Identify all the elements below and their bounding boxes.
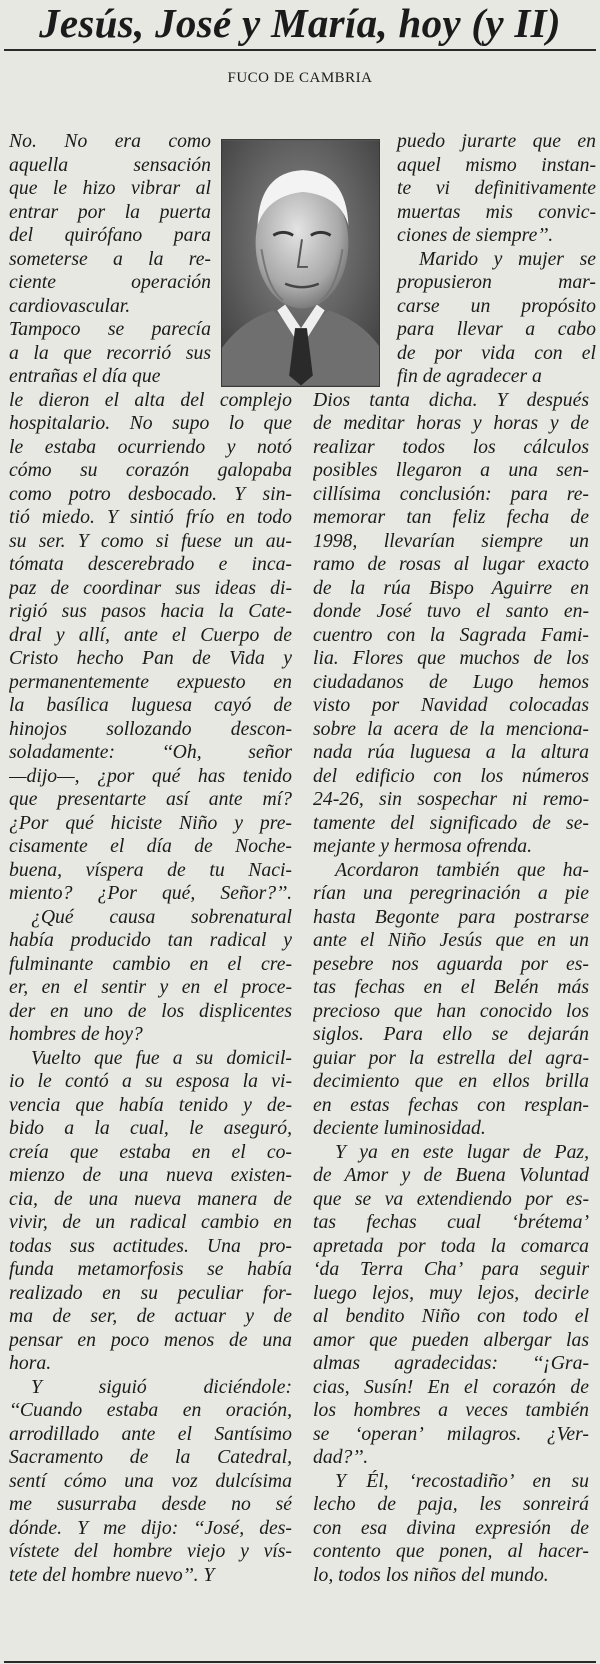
text-line: Y Él, ‘recostadiño’ en su xyxy=(335,1469,589,1492)
text-line: precioso que han conocido los xyxy=(313,999,589,1022)
text-line: ramo de rosas al lugar exacto xyxy=(313,553,589,575)
text-line: posibles llegaron a una sen- xyxy=(313,459,589,481)
text-line: Y ya en este lugar de Paz, xyxy=(335,1140,589,1163)
text-line: fin de agradecer a xyxy=(397,365,542,387)
text-line: someterse a la re- xyxy=(9,247,211,270)
text-line: tómata descerebrado e inca- xyxy=(9,553,292,575)
text-line: deciente luminosidad. xyxy=(313,1117,486,1139)
text-line: los hombres a veces también xyxy=(313,1399,589,1421)
text-line: había producido tan radical y xyxy=(9,929,292,951)
text-line: siglos. Para ello se dejarán xyxy=(313,1023,589,1045)
text-line: Tampoco se parecía xyxy=(9,318,211,340)
text-line: contento que ponen, al hacer- xyxy=(313,1540,589,1562)
text-line: fulminante cambio en el cre- xyxy=(9,952,292,975)
text-line: tas fechas en el Belén más xyxy=(313,976,589,998)
text-line: soladamente: ‘‘Oh, señor xyxy=(9,741,292,763)
text-line: hora. xyxy=(9,1352,52,1374)
text-line: que presentarte así ante mí? xyxy=(9,788,292,810)
text-line: hombres de hoy? xyxy=(9,1023,143,1045)
text-line: a la que recorrió sus xyxy=(9,341,211,364)
text-line: ciudadanos de Lugo hemos xyxy=(313,670,589,693)
text-line: lecho de paja, les sonreirá xyxy=(313,1493,589,1515)
text-line: que le hizo vibrar al xyxy=(9,177,211,199)
text-line: paz de coordinar sus ideas di- xyxy=(9,576,292,599)
text-line: de meditar horas y horas y de xyxy=(313,412,589,434)
text-line: vístete del hombre viejo y vís- xyxy=(9,1540,292,1562)
text-line: ¿Qué causa sobrenatural xyxy=(31,905,292,928)
text-line: aquella sensación xyxy=(9,153,211,176)
article-title: Jesús, José y María, hoy (y II) xyxy=(39,0,561,46)
text-line: con esa divina expresión de xyxy=(313,1516,589,1539)
text-line: me susurraba desde no sé xyxy=(9,1493,292,1515)
text-line: puedo jurarte que en xyxy=(397,130,596,152)
text-line: Marido y mujer se xyxy=(419,247,596,270)
text-line: del edificio con los números xyxy=(313,764,589,787)
text-line: amor que pueden albergar las xyxy=(313,1328,589,1351)
text-line: tete del hombre nuevo’’. Y xyxy=(9,1563,215,1586)
text-line: cómo su corazón galopaba xyxy=(9,459,292,481)
text-line: realizar todos los cálculos xyxy=(313,435,589,458)
text-line: te vi definitivamente xyxy=(397,177,596,199)
text-line: tamente del significado de se- xyxy=(313,811,589,834)
text-line: Acordaron también que ha- xyxy=(335,858,589,881)
text-line: como potro desbocado. Y sin- xyxy=(9,482,292,505)
text-line: rigió sus pasos hacia la Cate- xyxy=(9,600,292,622)
text-line: tas fechas cual ‘brétema’ xyxy=(313,1211,589,1233)
text-line: 1998, llevarían siempre un xyxy=(313,529,589,552)
text-line: arrodillado ante el Santísimo xyxy=(9,1422,292,1445)
text-line: Cristo hecho Pan de Vida y xyxy=(9,647,292,669)
text-line: sobre la acera de la menciona- xyxy=(313,717,589,740)
text-line: que se va extendiendo por es- xyxy=(313,1187,589,1210)
text-line: vencia que había tenido y de- xyxy=(9,1093,292,1116)
title-rule xyxy=(4,49,596,51)
text-line: pesebre nos aguarda por es- xyxy=(313,952,589,975)
text-line: tió miedo. Y sintió frío en todo xyxy=(9,506,292,528)
text-line: Dios tanta dicha. Y después xyxy=(313,388,589,411)
text-line: decimiento que en ellos brilla xyxy=(313,1070,589,1092)
text-line: mejante y hermosa ofrenda. xyxy=(313,835,533,857)
portrait-photo-icon xyxy=(222,140,379,386)
text-line: rían una peregrinación a pie xyxy=(313,882,589,904)
text-line: dad?’’. xyxy=(313,1446,369,1468)
text-line: Y siguió diciéndole: xyxy=(31,1375,292,1398)
text-line: entrar por la puerta xyxy=(9,200,211,223)
text-line: cia, de una nueva manera de xyxy=(9,1187,292,1210)
text-line: hasta Begonte para postrarse xyxy=(313,905,589,928)
text-line: carse un propósito xyxy=(397,294,596,317)
text-line: dónde. Y me dijo: ‘‘José, des- xyxy=(9,1516,292,1539)
bottom-rule xyxy=(4,1661,596,1663)
text-line: lo, todos los niños del mundo. xyxy=(313,1563,549,1586)
text-line: ciente operación xyxy=(9,271,211,293)
text-line: muertas mis convic- xyxy=(397,200,596,223)
text-line: der en uno de los displicentes xyxy=(9,999,292,1022)
text-line: ante el Niño Jesús que en un xyxy=(313,929,589,951)
article-byline: FUCO DE CAMBRIA xyxy=(227,70,373,86)
text-line: le dieron el alta del complejo xyxy=(9,388,292,411)
text-line: Vuelto que fue a su domicil- xyxy=(31,1046,292,1069)
text-line: —dijo—, ¿por qué has tenido xyxy=(9,764,292,787)
author-portrait-photo xyxy=(221,139,380,387)
text-line: miento? ¿Por qué, Señor?’’. xyxy=(9,882,292,904)
text-line: 24-26, sin sospechar ni remo- xyxy=(313,788,589,810)
text-line: io le contó a su esposa la vi- xyxy=(9,1070,292,1092)
text-line: al bendito Niño con todo el xyxy=(313,1305,589,1327)
text-line: ma de ser, de actuar y de xyxy=(9,1305,292,1327)
text-line: realizado en su peculiar for- xyxy=(9,1281,292,1304)
text-line: funda metamorfosis se había xyxy=(9,1258,292,1280)
text-line: le estaba ocurriendo y notó xyxy=(9,435,292,458)
text-line: pensar en poco menos de una xyxy=(9,1328,292,1351)
text-line: cardiovascular. xyxy=(9,294,131,317)
text-line: cillísima conclusión: para re- xyxy=(313,482,589,505)
text-line: se ‘operan’ milagros. ¿Ver- xyxy=(313,1422,589,1445)
text-line: de la rúa Bispo Aguirre en xyxy=(313,576,589,599)
text-line: todas sus actitudes. Una pro- xyxy=(9,1234,292,1257)
text-line: para llevar a cabo xyxy=(397,318,596,340)
text-line: ciones de siempre’’. xyxy=(397,224,554,246)
text-line: luego lejos, muy lejos, decirle xyxy=(313,1281,589,1304)
text-line: lia. Flores que muchos de los xyxy=(313,647,589,669)
text-line: ‘‘Cuando estaba en oración, xyxy=(9,1399,292,1421)
text-line: vivir, de un radical cambio en xyxy=(9,1211,292,1233)
text-line: de Amor y de Buena Voluntad xyxy=(313,1164,589,1186)
text-line: aquel mismo instan- xyxy=(397,153,596,176)
text-line: Sacramento de la Catedral, xyxy=(9,1446,292,1468)
text-line: er, en el sentir y en el proce- xyxy=(9,976,292,998)
text-line: guiar por la estrella del agra- xyxy=(313,1046,589,1069)
text-line: almas agradecidas: ‘‘¡Gra- xyxy=(313,1352,589,1374)
text-line: bido a la cual, le aseguró, xyxy=(9,1117,292,1139)
text-line: del quirófano para xyxy=(9,224,211,246)
text-line: hinojos sollozando descon- xyxy=(9,717,292,740)
text-line: ‘da Terra Cha’ para seguir xyxy=(313,1258,589,1280)
text-line: mienzo de una nueva existen- xyxy=(9,1164,292,1186)
text-line: buena, víspera de tu Naci- xyxy=(9,858,292,881)
text-line: cias, Susín! En el corazón de xyxy=(313,1375,589,1398)
text-line: su ser. Y como si fuese un au- xyxy=(9,529,292,552)
text-line: ¿Por qué hiciste Niño y pre- xyxy=(9,811,292,834)
text-line: propusieron mar- xyxy=(397,271,596,293)
text-line: memorar tan feliz fecha de xyxy=(313,506,589,528)
text-line: en estas fechas con resplan- xyxy=(313,1093,589,1116)
text-line: de por vida con el xyxy=(397,341,596,364)
text-line: sentí cómo una voz dulcísima xyxy=(9,1469,292,1492)
text-line: creía que estaba en el co- xyxy=(9,1140,292,1163)
text-line: No. No era como xyxy=(9,130,211,152)
text-line: apretada por toda la comarca xyxy=(313,1234,589,1257)
text-line: visto por Navidad colocadas xyxy=(313,694,589,716)
text-line: cisamente el día de Noche- xyxy=(9,835,292,857)
text-line: dral y allí, ante el Cuerpo de xyxy=(9,623,292,646)
text-line: entrañas el día que xyxy=(9,365,161,387)
text-line: la basílica luguesa cayó de xyxy=(9,694,292,716)
text-line: permanentemente expuesto en xyxy=(9,670,292,693)
text-line: donde José tuvo el santo en- xyxy=(313,600,589,622)
text-line: nada rúa luguesa a la altura xyxy=(313,741,589,763)
text-line: hospitalario. No supo lo que xyxy=(9,412,292,434)
text-line: cuentro con la Sagrada Fami- xyxy=(313,623,589,646)
